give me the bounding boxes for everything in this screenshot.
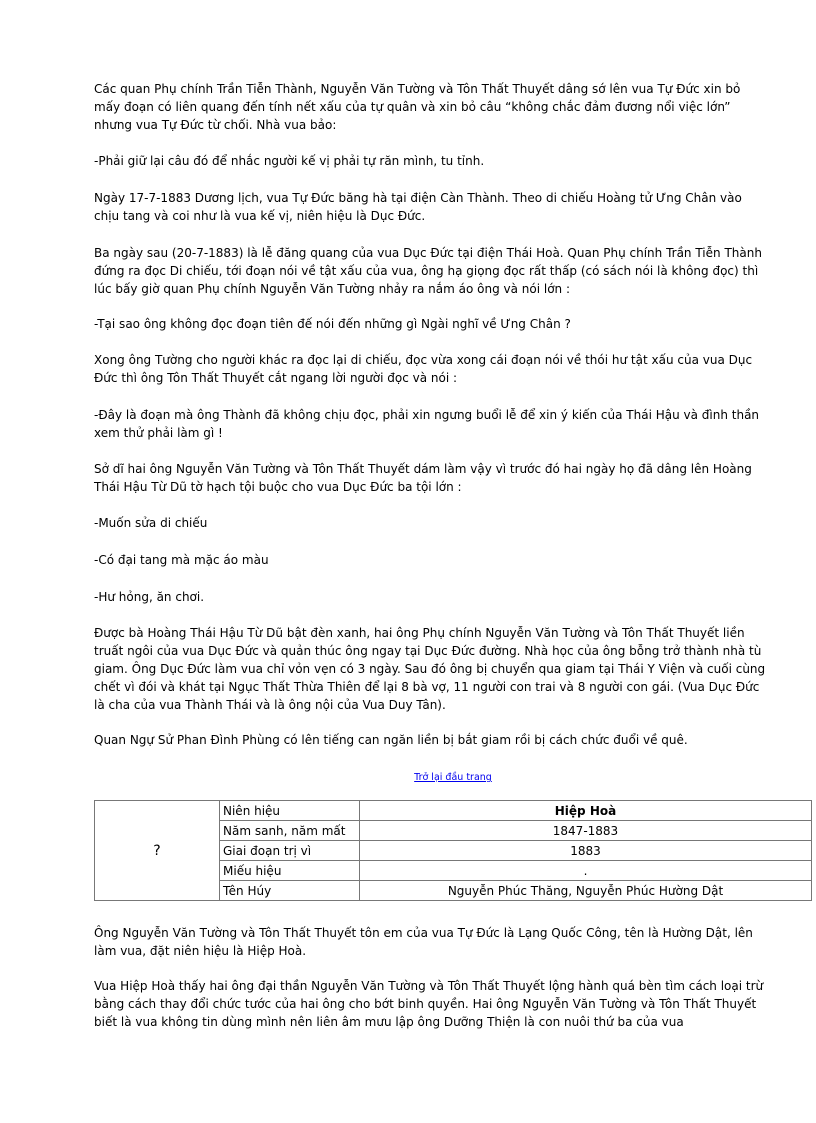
reign-info-table bbox=[94, 800, 812, 901]
table-label: Tên Húy bbox=[220, 881, 360, 901]
table-value: Nguyễn Phúc Thăng, Nguyễn Phúc Hường Dật bbox=[360, 881, 812, 901]
table-label: Giai đoạn trị vì bbox=[220, 841, 360, 861]
table-label: Năm sanh, năm mất bbox=[220, 821, 360, 841]
table-value: 1847-1883 bbox=[360, 821, 812, 841]
list-item-charge-2: -Có đại tang mà mặc áo màu bbox=[94, 553, 269, 567]
paragraph-charges-intro: Sở dĩ hai ông Nguyễn Văn Tường và Tôn Thất Thuyết dám làm vậy vì trước đó hai ngày họ đã dâng lên Hoàng Thái Hậu Từ Dũ tờ hạch tội buộc cho vua Dục Đức ba tội lớn : bbox=[94, 462, 752, 494]
paragraph-tu-duc-death: Ngày 17-7-1883 Dương lịch, vua Tự Đức băng hà tại điện Càn Thành. Theo di chiếu Hoàng tử Ưng Chân vào chịu tang và coi như là vua kế vị, niên hiệu là Dục Đức. bbox=[94, 191, 742, 223]
paragraph-thuyet-speech: -Đây là đoạn mà ông Thành đã không chịu đọc, phải xin ngưng buổi lễ để xin ý kiến của Thái Hậu và đình thần xem thử phải làm gì ! bbox=[94, 408, 760, 440]
paragraph-phan-dinh-phung: Quan Ngự Sử Phan Đình Phùng có lên tiếng can ngăn liền bị bắt giam rồi bị cách chức đuổi về quê. bbox=[94, 733, 688, 747]
table-label: Niên hiệu bbox=[220, 801, 360, 821]
paragraph-coronation: Ba ngày sau (20-7-1883) là lễ đăng quang của vua Dục Đức tại điện Thái Hoà. Quan Phụ chính Trần Tiễn Thành đứng ra đọc Di chiếu, tới đoạn nói về tật xấu của vua, ông hạ giọng đọc rất thấp (có sách nói là không đọc) thì lúc bấy giờ quan Phụ chính Nguyễn Văn Tường nhảy ra nắm áo ông và nói lớn : bbox=[94, 246, 762, 296]
paragraph-tuong-question: -Tại sao ông không đọc đoạn tiên đế nói đến những gì Ngài nghĩ về Ưng Chân ? bbox=[94, 317, 571, 331]
paragraph-regents-petition: Các quan Phụ chính Trần Tiễn Thành, Nguyễn Văn Tường và Tôn Thất Thuyết dâng sớ lên vua Tự Đức xin bỏ mấy đoạn có liên quang đến tính nết xấu của tự quân và xin bỏ câu “không chắc đảm đương nổi việc lớn” nhưng vua Tự Đức từ chối. Nhà vua bảo: bbox=[94, 82, 741, 132]
table-value: Hiệp Hoà bbox=[360, 801, 812, 821]
table-label: Miếu hiệu bbox=[220, 861, 360, 881]
paragraph-hiep-hoa-enthroned: Ông Nguyễn Văn Tường và Tôn Thất Thuyết tôn em của vua Tự Đức là Lạng Quốc Công, tên là Hường Dật, lên làm vua, đặt niên hiệu là Hiệp Hoà. bbox=[94, 926, 753, 958]
back-to-top-link[interactable]: Trở lại đầu trang bbox=[414, 772, 492, 783]
paragraph-deposition: Được bà Hoàng Thái Hậu Từ Dũ bật đèn xanh, hai ông Phụ chính Nguyễn Văn Tường và Tôn Thất Thuyết liền truất ngôi của vua Dục Đức và quản thúc ông ngay tại Dục Đức đường. Nhà học của ông bỗng trở thành nhà tù giam. Ông Dục Đức làm vua chỉ vỏn vẹn có 3 ngày. Sau đó ông bị chuyển qua giam tại Thái Y Viện và cuối cùng chết vì đói và khát tại Ngục Thất Thừa Thiên để lại 8 bà vợ, 11 người con trai và 8 người con gái. (Vua Dục Đức là cha của vua Thành Thái và là ông nội của Vua Duy Tân). bbox=[94, 626, 766, 712]
list-item-charge-1: -Muốn sửa di chiếu bbox=[94, 516, 208, 530]
paragraph-hiep-hoa-conflict: Vua Hiệp Hoà thấy hai ông đại thần Nguyễn Văn Tường và Tôn Thất Thuyết lộng hành quá bèn tìm cách loại trừ bằng cách thay đổi chức tước của hai ông cho bớt binh quyền. Hai ông Nguyễn Văn Tường và Tôn Thất Thuyết biết là vua không tin dùng mình nên liên âm mưu lập ông Dưỡng Thiện là con nuôi thứ ba của vua bbox=[94, 979, 764, 1029]
table-value: 1883 bbox=[360, 841, 812, 861]
list-item-charge-3: -Hư hỏng, ăn chơi. bbox=[94, 590, 205, 604]
back-to-top-container bbox=[94, 765, 812, 784]
paragraph-reading-again: Xong ông Tường cho người khác ra đọc lại di chiếu, đọc vừa xong cái đoạn nói về thói hư tật xấu của vua Dục Đức thì ông Tôn Thất Thuyết cắt ngang lời người đọc và nói : bbox=[94, 353, 753, 385]
paragraph-king-reply: -Phải giữ lại câu đó để nhắc người kế vị phải tự răn mình, tu tỉnh. bbox=[94, 154, 485, 168]
table-value: . bbox=[360, 861, 812, 881]
table-row bbox=[95, 801, 812, 821]
portrait-placeholder: ? bbox=[95, 801, 220, 901]
